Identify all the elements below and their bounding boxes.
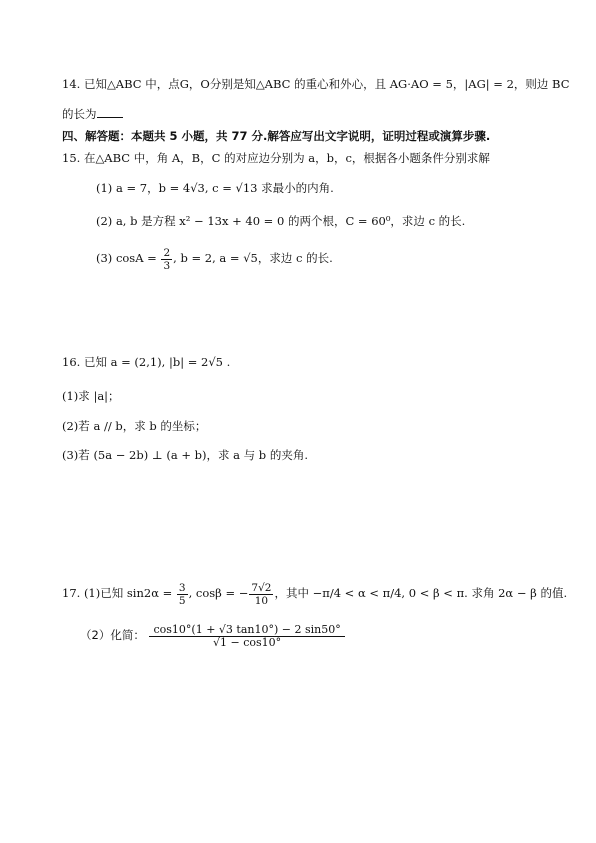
q14-text: 14. 已知△ABC 中，点G，O分别是知△ABC 的重心和外心，且 AG·AO = 5，|AG| = 2，则边 BC xyxy=(62,77,570,91)
q15-part3-prefix: (3) cosA = xyxy=(96,251,157,265)
fraction-numerator: cos10°(1 + √3 tan10°) − 2 sin50° xyxy=(149,624,344,637)
q16-part2: (2)若 a // b，求 b 的坐标； xyxy=(62,419,207,433)
q17-part1 xyxy=(62,578,567,608)
fraction-numerator: 7√2 xyxy=(251,581,272,594)
q16-part3: (3)若 (5a − 2b) ⊥ (a + b)，求 a 与 b 的夹角. xyxy=(62,448,308,462)
q15-part1: (1) a = 7，b = 4√3, c = √13 求最小的内角. xyxy=(96,181,334,195)
q17-part2 xyxy=(80,620,346,650)
q17-fraction-cos xyxy=(249,582,273,607)
section-heading: 四、解答题：本题共 5 小题，共 77 分.解答应写出文字说明，证明过程或演算步骤. xyxy=(62,129,491,143)
fraction-denominator: 3 xyxy=(163,259,171,272)
q17-fraction-sin xyxy=(177,582,188,607)
fraction-denominator: 5 xyxy=(178,594,186,607)
q16-part1: (1)求 |a|； xyxy=(62,389,120,403)
q15-part2: (2) a, b 是方程 x² − 13x + 40 = 0 的两个根，C = 60⁰，求边 c 的长. xyxy=(96,214,466,228)
q15-stem: 15. 在△ABC 中，角 A，B，C 的对应边分别为 a，b，c，根据各小题条件分别求解 xyxy=(62,151,490,165)
fraction-numerator: 3 xyxy=(178,581,186,594)
q17-part2-prefix: （2）化简： xyxy=(80,628,145,642)
q17-part1-prefix: 17. (1)已知 sin2α = xyxy=(62,586,173,600)
q17-part1-mid: , cosβ = − xyxy=(188,586,249,600)
q16-stem: 16. 已知 a = (2,1), |b| = 2√5 . xyxy=(62,355,231,369)
fraction-denominator: 10 xyxy=(254,594,269,607)
q14-line1 xyxy=(62,76,570,92)
q15-part3-fraction xyxy=(161,247,172,272)
q15-part3 xyxy=(96,245,333,272)
q15-part3-suffix: , b = 2, a = √5，求边 c 的长. xyxy=(173,251,333,265)
fraction-numerator: 2 xyxy=(163,246,171,259)
q14-answer-prefix: 的长为 xyxy=(62,107,97,121)
fraction-denominator: √1 − cos10° xyxy=(213,635,282,649)
answer-blank xyxy=(97,107,123,118)
q17-part1-condition: ，其中 −π/4 < α < π/4, 0 < β < π. 求角 2α − β 的值. xyxy=(274,586,568,600)
q17-simplify-fraction xyxy=(149,624,344,649)
q14-line2 xyxy=(62,106,123,122)
